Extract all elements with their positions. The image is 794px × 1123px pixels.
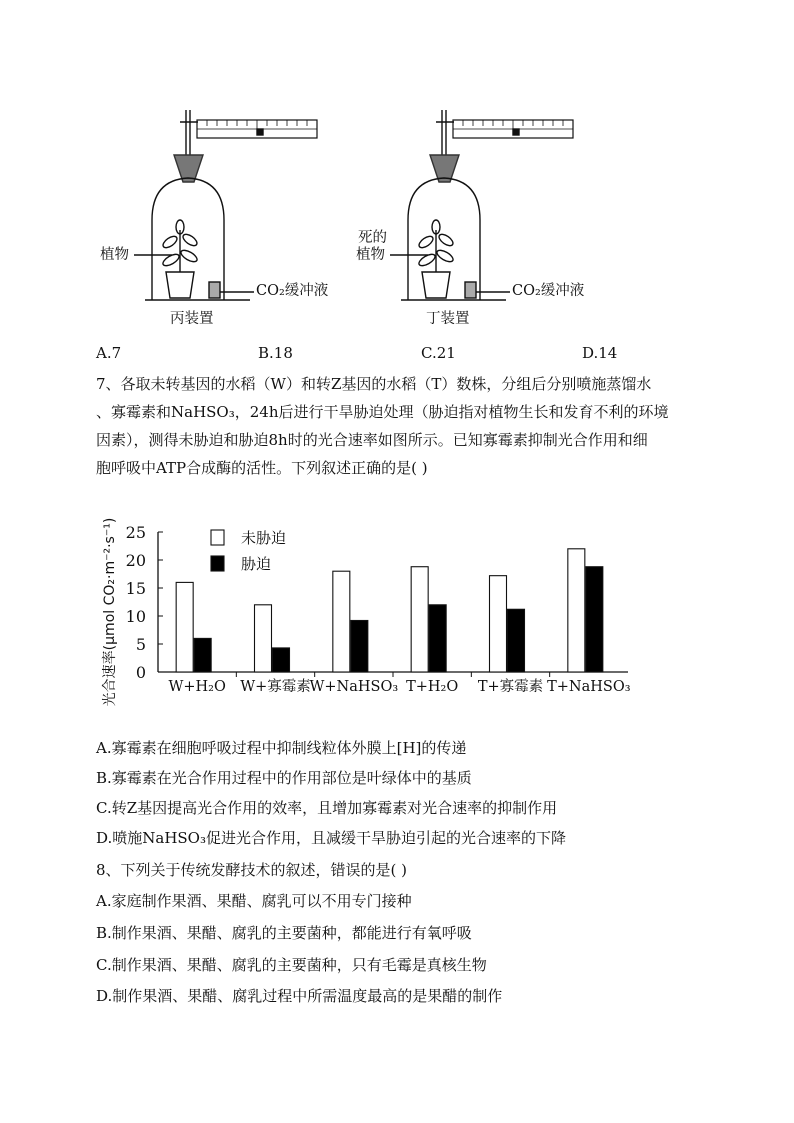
y-tick-label: 15 xyxy=(125,579,146,598)
bar-unstressed xyxy=(255,605,272,672)
legend-label: 未胁迫 xyxy=(241,529,287,547)
buffer-label-ding: CO₂缓冲液 xyxy=(512,283,585,299)
y-axis-label: 光合速率(μmol CO₂·m⁻²·s⁻¹) xyxy=(102,517,118,707)
caption-bing: 丙装置 xyxy=(170,311,214,327)
q6-option-c: C.21 xyxy=(421,344,456,362)
bar-stressed xyxy=(273,648,290,672)
q7-option-b: B.寡霉素在光合作用过程中的作用部位是叶绿体中的基质 xyxy=(96,769,472,787)
legend-swatch xyxy=(211,556,224,571)
bar-stressed xyxy=(429,605,446,672)
q6-option-d: D.14 xyxy=(582,344,618,362)
q7-stem-line-2: 、寡霉素和NaHSO₃，24h后进行干旱胁迫处理（胁迫指对植物生长和发育不利的环境 xyxy=(96,403,669,421)
caption-ding: 丁装置 xyxy=(426,311,470,327)
bar-unstressed xyxy=(176,582,193,672)
q6-option-a: A.7 xyxy=(96,344,122,362)
q7-stem-line-4: 胞呼吸中ATP合成酶的活性。下列叙述正确的是( ) xyxy=(96,459,428,477)
y-tick-label: 20 xyxy=(125,551,146,570)
q7-option-c: C.转Z基因提高光合作用的效率，且增加寡霉素对光合速率的抑制作用 xyxy=(96,799,558,817)
q7-option-d: D.喷施NaHSO₃促进光合作用，且减缓干旱胁迫引起的光合速率的下降 xyxy=(96,829,566,847)
apparatus-bing xyxy=(134,110,317,300)
dead-label-ding: 死的 xyxy=(358,230,387,246)
photosynthesis-bar-chart xyxy=(96,500,656,725)
y-tick-label: 0 xyxy=(135,663,146,682)
plant-label-bing: 植物 xyxy=(100,247,129,263)
y-tick-label: 5 xyxy=(135,635,146,654)
x-tick-label: W+NaHSO₃ xyxy=(309,679,399,695)
legend-swatch xyxy=(211,530,224,545)
x-tick-label: W+寡霉素 xyxy=(240,679,311,695)
q8-option-b: B.制作果酒、果醋、腐乳的主要菌种，都能进行有氧呼吸 xyxy=(96,924,472,942)
q7-stem-line-3: 因素），测得未胁迫和胁迫8h时的光合速率如图所示。已知寡霉素抑制光合作用和细 xyxy=(96,431,648,449)
q7-stem xyxy=(96,370,706,482)
bar-unstressed xyxy=(490,576,507,672)
bar-stressed xyxy=(351,620,368,672)
buffer-label-bing: CO₂缓冲液 xyxy=(256,283,329,299)
plant-label-ding: 植物 xyxy=(356,247,385,263)
legend-label: 胁迫 xyxy=(241,555,272,573)
bar-stressed xyxy=(586,567,603,672)
q8-stem: 8、下列关于传统发酵技术的叙述，错误的是( ) xyxy=(96,861,408,879)
q8-option-c: C.制作果酒、果醋、腐乳的主要菌种，只有毛霉是真核生物 xyxy=(96,956,487,974)
bar-unstressed xyxy=(333,571,350,672)
bar-unstressed xyxy=(568,549,585,672)
q6-option-b: B.18 xyxy=(258,344,293,362)
q8-option-a: A.家庭制作果酒、果醋、腐乳可以不用专门接种 xyxy=(96,892,412,910)
bar-stressed xyxy=(194,638,211,672)
x-tick-label: T+寡霉素 xyxy=(477,679,544,695)
x-tick-label: T+NaHSO₃ xyxy=(547,679,631,695)
bar-stressed xyxy=(508,609,525,672)
q7-option-a: A.寡霉素在细胞呼吸过程中抑制线粒体外膜上[H]的传递 xyxy=(96,739,467,757)
y-tick-label: 25 xyxy=(125,523,146,542)
q8-option-d: D.制作果酒、果醋、腐乳过程中所需温度最高的是果醋的制作 xyxy=(96,987,503,1005)
x-tick-label: T+H₂O xyxy=(406,679,459,695)
y-tick-label: 10 xyxy=(125,607,146,626)
bar-unstressed xyxy=(411,567,428,672)
x-tick-label: W+H₂O xyxy=(168,679,226,695)
apparatus-ding xyxy=(390,110,573,300)
q7-stem-line-1: 7、各取未转基因的水稻（W）和转Z基因的水稻（T）数株，分组后分别喷施蒸馏水 xyxy=(96,375,652,393)
